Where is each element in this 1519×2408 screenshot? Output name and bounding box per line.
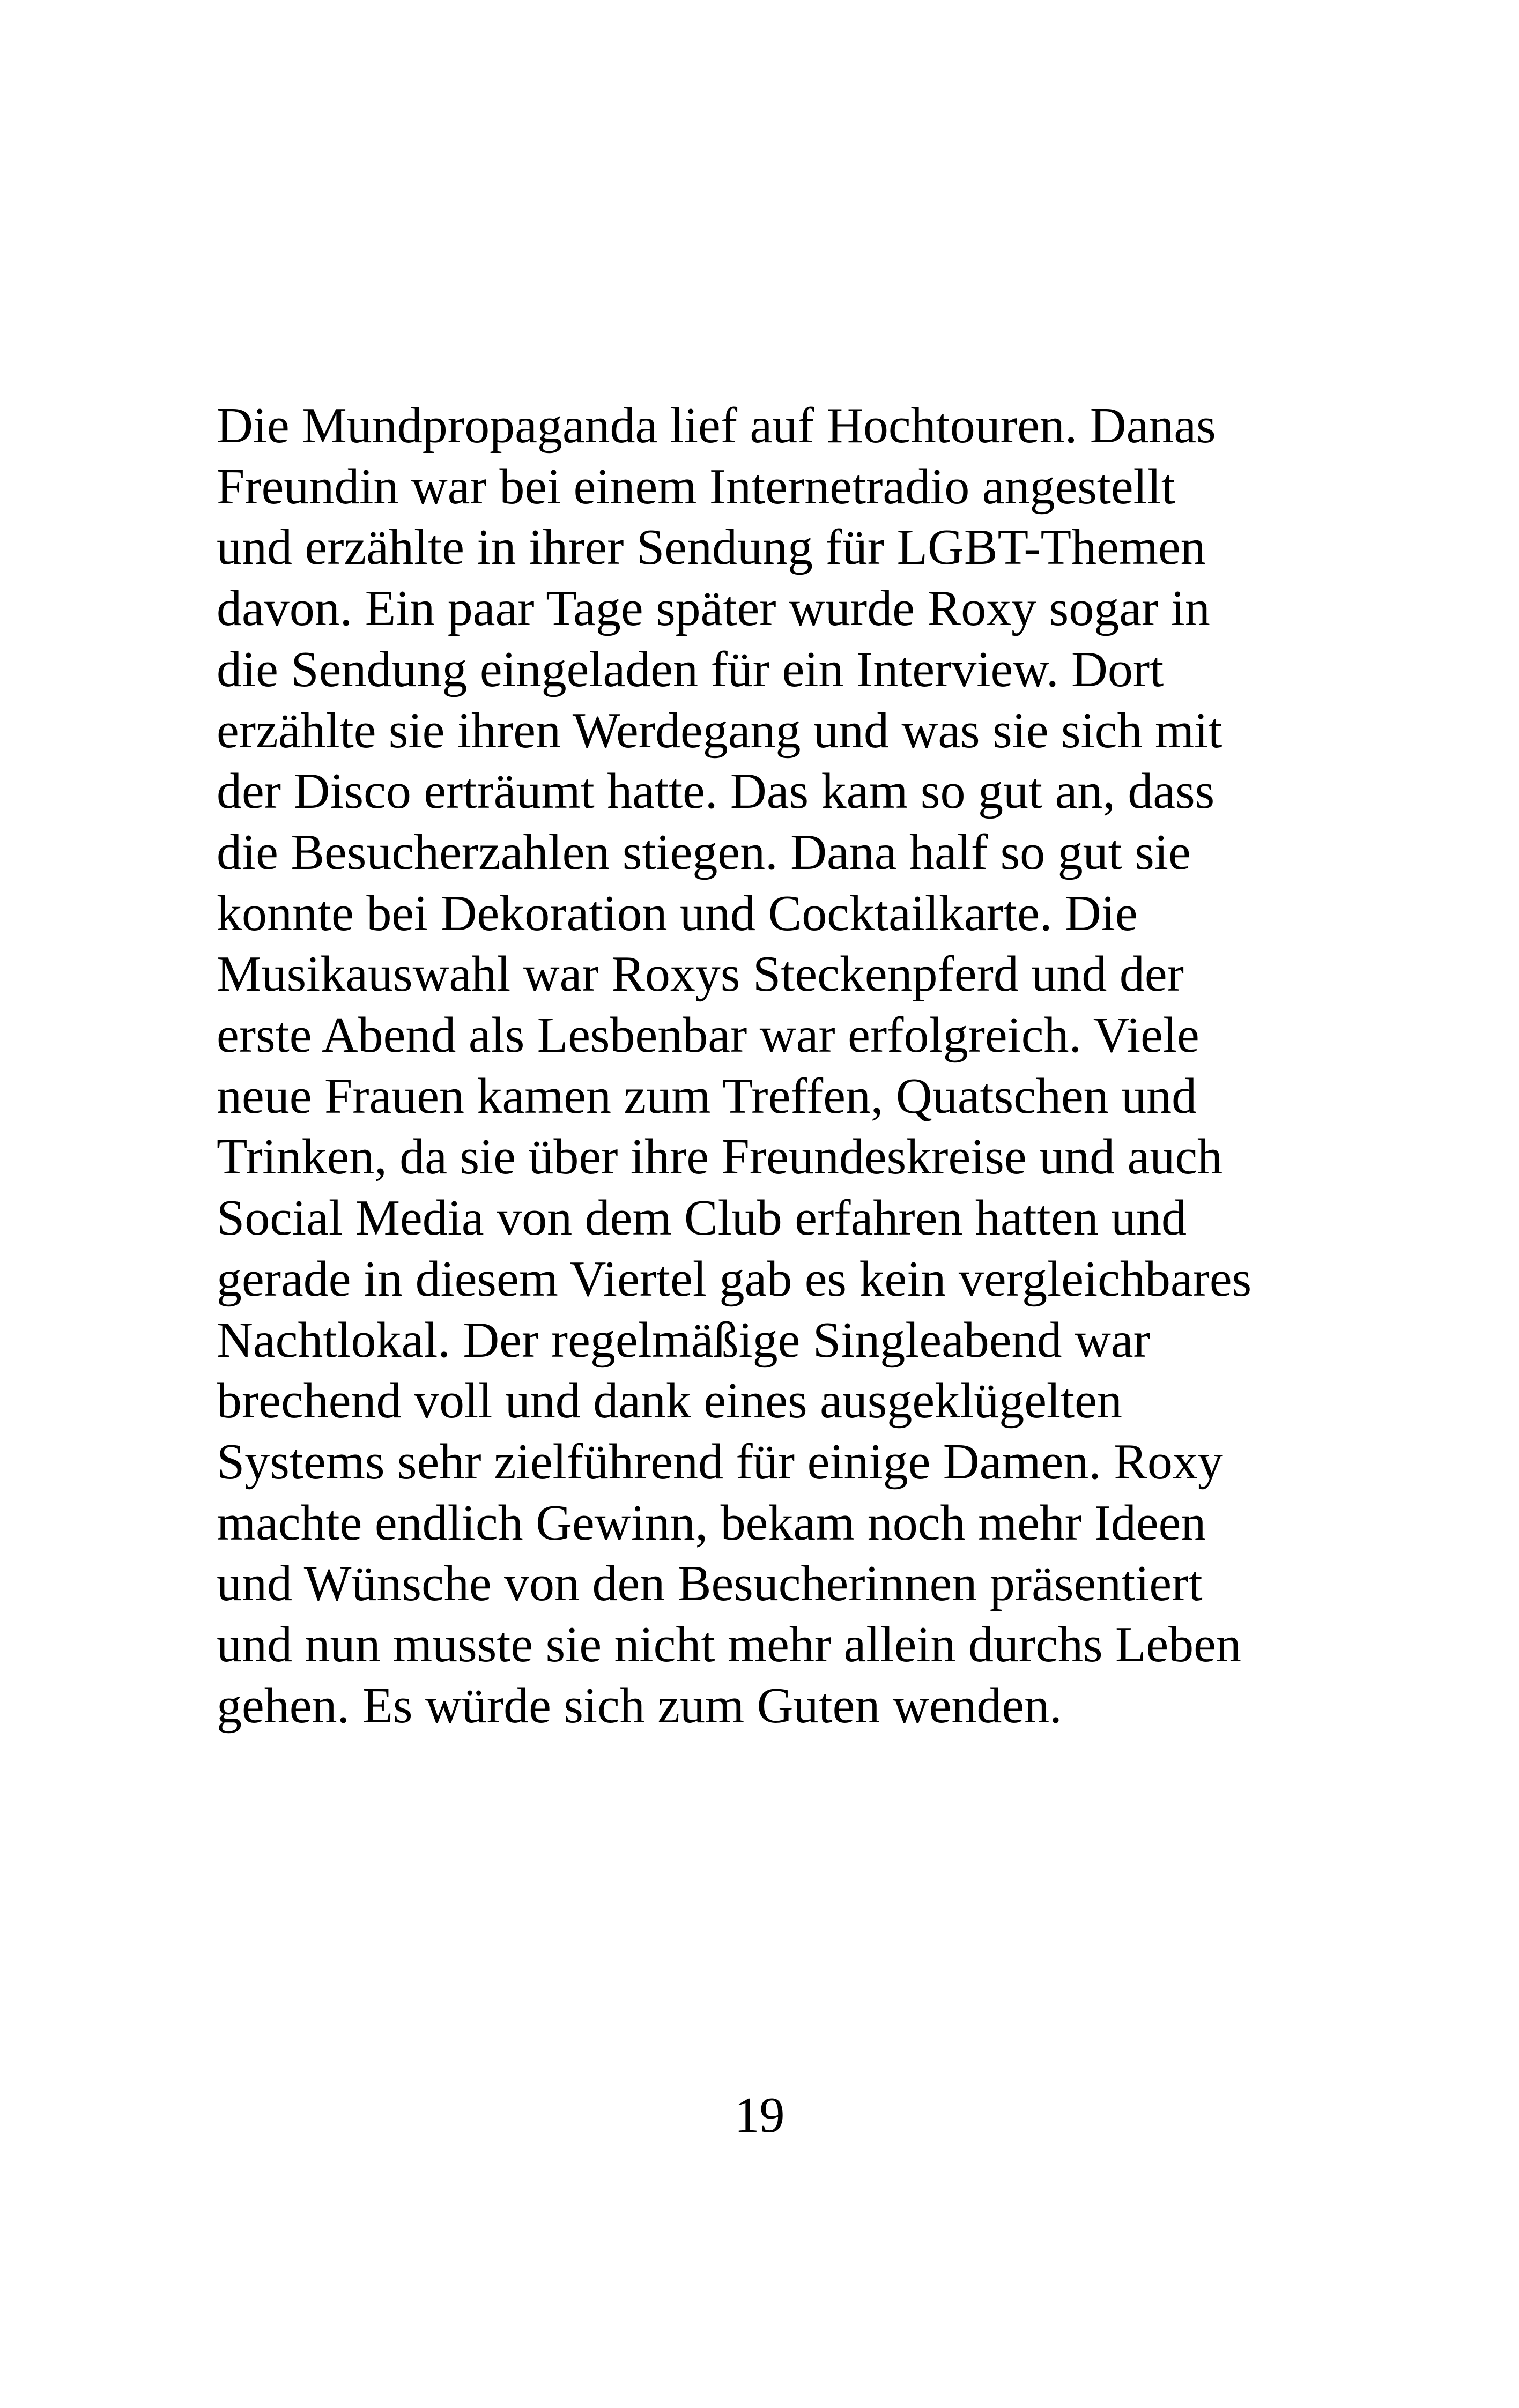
text-line: machte endlich Gewinn, bekam noch mehr Ideen [217, 1495, 1206, 1551]
text-line: brechend voll und dank eines ausgeklügelten [217, 1373, 1122, 1429]
text-line: konnte bei Dekoration und Cocktailkarte. Die [217, 885, 1138, 941]
text-line: die Besucherzahlen stiegen. Dana half so gut sie [217, 824, 1191, 880]
text-line: und erzählte in ihrer Sendung für LGBT-Themen [217, 519, 1206, 576]
text-line: gerade in diesem Viertel gab es kein vergleichbares [217, 1251, 1252, 1307]
text-line: Freundin war bei einem Internetradio angestellt [217, 458, 1175, 515]
page-number: 19 [734, 2087, 785, 2143]
text-line: neue Frauen kamen zum Treffen, Quatschen und [217, 1068, 1197, 1124]
body-paragraph [217, 396, 1353, 1736]
text-line: Musikauswahl war Roxys Steckenpferd und der [217, 946, 1184, 1002]
text-line: erste Abend als Lesbenbar war erfolgreich. Viele [217, 1007, 1199, 1064]
text-line: der Disco erträumt hatte. Das kam so gut an, dass [217, 763, 1215, 820]
text-line: Die Mundpropaganda lief auf Hochtouren. Danas [217, 398, 1216, 454]
text-line: erzählte sie ihren Werdegang und was sie sich mit [217, 702, 1222, 759]
text-line: Trinken, da sie über ihre Freundeskreise und auch [217, 1129, 1223, 1185]
text-line: Systems sehr zielführend für einige Damen. Roxy [217, 1433, 1223, 1490]
text-line: und nun musste sie nicht mehr allein durchs Leben [217, 1617, 1241, 1673]
text-line: Social Media von dem Club erfahren hatten und [217, 1190, 1187, 1246]
text-line: die Sendung eingeladen für ein Interview. Dort [217, 641, 1164, 697]
text-line: Nachtlokal. Der regelmäßige Singleabend war [217, 1312, 1150, 1368]
text-line: gehen. Es würde sich zum Guten wenden. [217, 1677, 1062, 1734]
text-line: und Wünsche von den Besucherinnen präsentiert [217, 1556, 1203, 1612]
text-line: davon. Ein paar Tage später wurde Roxy sogar in [217, 581, 1210, 637]
